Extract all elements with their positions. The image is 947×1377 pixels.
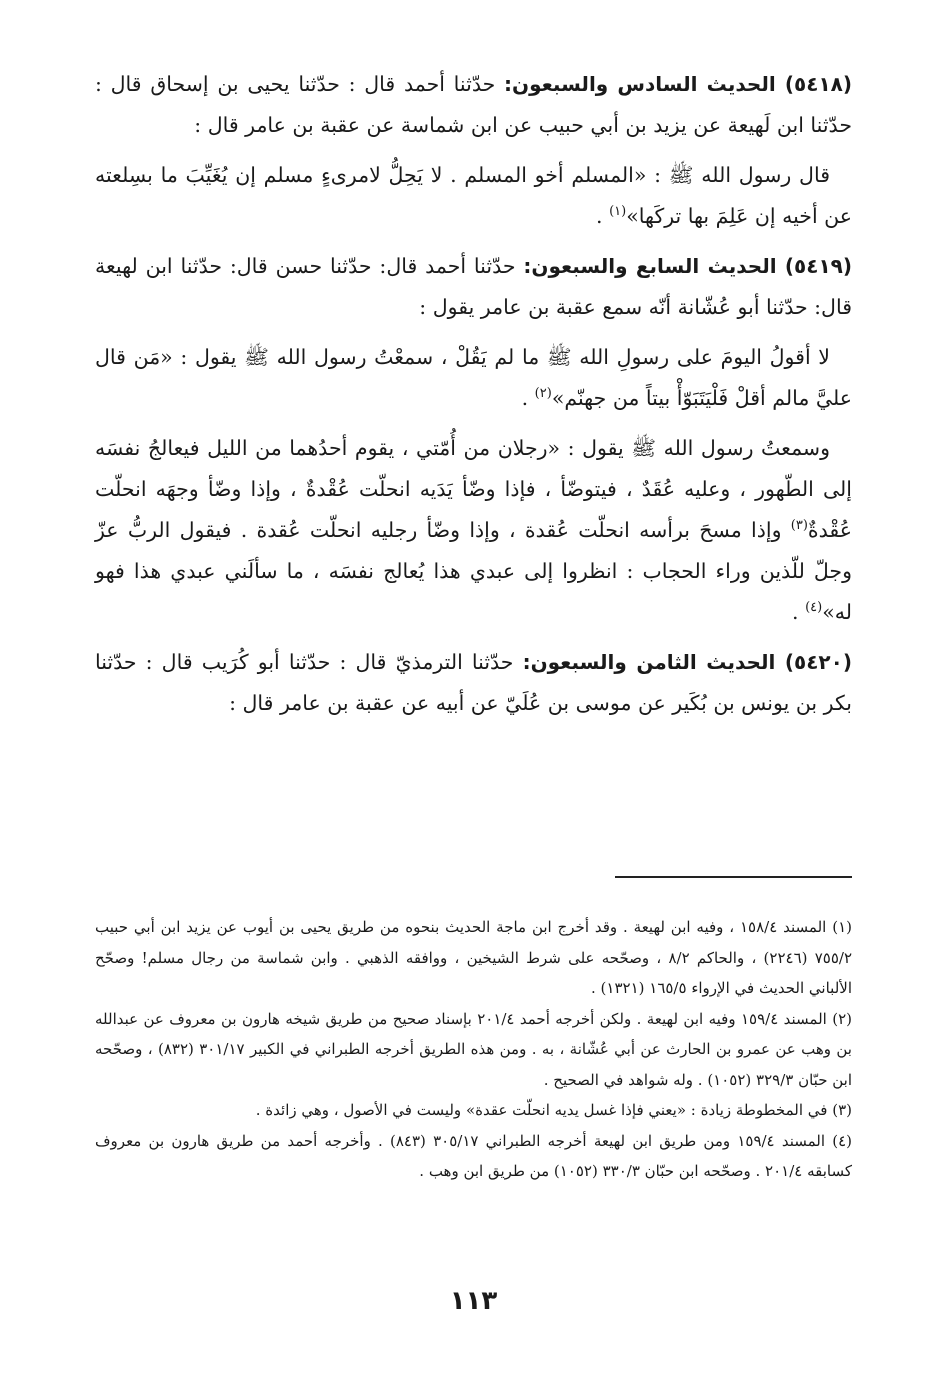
isnad-text: حدّثنا الترمذيّ قال : حدّثنا أبو كُرَيب قال : حدّثنا بكر بن يونس بن بُكَير عن موسى بن عُلَيّ عن أبيه عن عقبة بن عامر قال : bbox=[95, 650, 852, 715]
page-number: ١١٣ bbox=[449, 1286, 498, 1316]
hadith-heading: (٥٤٢٠) الحديث الثامن والسبعون: bbox=[522, 650, 852, 674]
matn-text: قال رسول الله ﷺ : «المسلم أخو المسلم . لا يَحِلُّ لامرىءٍ مسلم إن يُغَيِّبَ ما بسِلعته عن أخيه إن عَلِمَ بها تركَها» bbox=[95, 163, 852, 228]
main-text bbox=[95, 64, 852, 733]
footnote: (٤) المسند ١٥٩/٤ ومن طريق ابن لهيعة أخرجه الطبراني ٣٠٥/١٧ (٨٤٣) . وأخرجه أحمد من طريق هارون بن معروف كسابقه ٢٠١/٤ . وصحّحه ابن حبّان ٣٣٠/٣ (١٠٥٢) من طريق ابن وهب . bbox=[95, 1131, 853, 1180]
isnad-text: حدّثنا أحمد قال : حدّثنا يحيى بن إسحاق قال : حدّثنا ابن لَهيعة عن يزيد بن أبي حبيب عن ابن شماسة عن عقبة بن عامر قال : bbox=[95, 72, 852, 137]
hadith-heading: (٥٤١٨) الحديث السادس والسبعون: bbox=[504, 72, 852, 96]
hadith-5418-text bbox=[95, 155, 852, 237]
footnote-ref: (٢) bbox=[534, 386, 552, 402]
hadith-5419-chain bbox=[95, 246, 852, 328]
isnad-text: حدّثنا أحمد قال: حدّثنا حسن قال: حدّثنا ابن لهيعة قال: حدّثنا أبو عُشّانة أنّه سمع عقبة بن عامر يقول : bbox=[95, 254, 852, 319]
matn-text: وسمعتُ رسول الله ﷺ يقول : «رجلان من أُمّتي ، يقوم أحدُهما من الليل فيعالجُ نفسَه إلى الطّهور ، وعليه عُقَدٌ ، فيتوضّأ ، فإذا وضّأ يَدَيه انحلّت عُقْدةٌ ، وإذا وضّأ وجهَه انحلّت عُقْدةٌ bbox=[95, 436, 852, 542]
hadith-heading: (٥٤١٩) الحديث السابع والسبعون: bbox=[523, 254, 852, 278]
footnote-ref: (٣) bbox=[790, 518, 808, 534]
footnote-divider bbox=[615, 876, 852, 878]
footnote-ref: (٤) bbox=[805, 600, 823, 616]
matn-text: وإذا مسحَ برأسه انحلّت عُقدة ، وإذا وضّأ رجليه انحلّت عُقدة . فيقول الربُّ عزّ وجلّ للّذين وراء الحجاب : انظروا إلى عبدي هذا يُعالج نفسَه ، ما سألَني عبدي هذا فهو له» bbox=[95, 518, 852, 624]
hadith-5418-chain bbox=[95, 64, 852, 146]
punctuation: . bbox=[792, 600, 806, 624]
hadith-5420-chain bbox=[95, 642, 852, 724]
punctuation: . bbox=[596, 204, 610, 228]
footnote: (٣) في المخطوطة زيادة : «يعني فإذا غسل يديه انحلّت عقدة» وليست في الأصول ، وهي زائدة . bbox=[255, 1101, 852, 1119]
matn-text: لا أقولُ اليومَ على رسولِ الله ﷺ ما لم يَقُلْ ، سمعْتُ رسول الله ﷺ يقول : «مَن قال عليَّ مالم أقلْ فَلْيَتَبَوّأْ بيتاً من جهنّم» bbox=[95, 345, 852, 410]
footnote: (٢) المسند ١٥٩/٤ وفيه ابن لهيعة . ولكن أخرجه أحمد ٢٠١/٤ بإسناد صحيح من طريق شيخه هارون بن معروف عن عبدالله بن وهب عن عمرو بن الحارث عن أبي عُشّانة ، به . ومن هذه الطريق أخرجه الطبراني في الكبير ٣٠١/١٧ (٨٣٢) ، وصحّحه ابن حبّان ٣٢٩/٣ (١٠٥٢) . وله شواهد في الصحيح . bbox=[95, 1009, 852, 1089]
hadith-5419-text-2 bbox=[95, 428, 852, 633]
hadith-5419-text-1 bbox=[95, 337, 852, 419]
footnote-ref: (١) bbox=[609, 204, 627, 220]
footnote: (١) المسند ١٥٨/٤ ، وفيه ابن لهيعة . وقد أخرج ابن ماجة الحديث بنحوه من طريق يحيى بن أيوب عن يزيد ابن أبي حبيب ٧٥٥/٢ (٢٢٤٦) ، والحاكم ٨/٢ ، وصحّحه على شرط الشيخين ، ووافقه الذهبي . وابن شماسة من رجال مسلم! وصحّح الألباني الحديث في الإرواء ١٦٥/٥ (١٣٢١) . bbox=[95, 918, 853, 997]
punctuation: . bbox=[521, 386, 535, 410]
footnotes bbox=[95, 912, 852, 1187]
